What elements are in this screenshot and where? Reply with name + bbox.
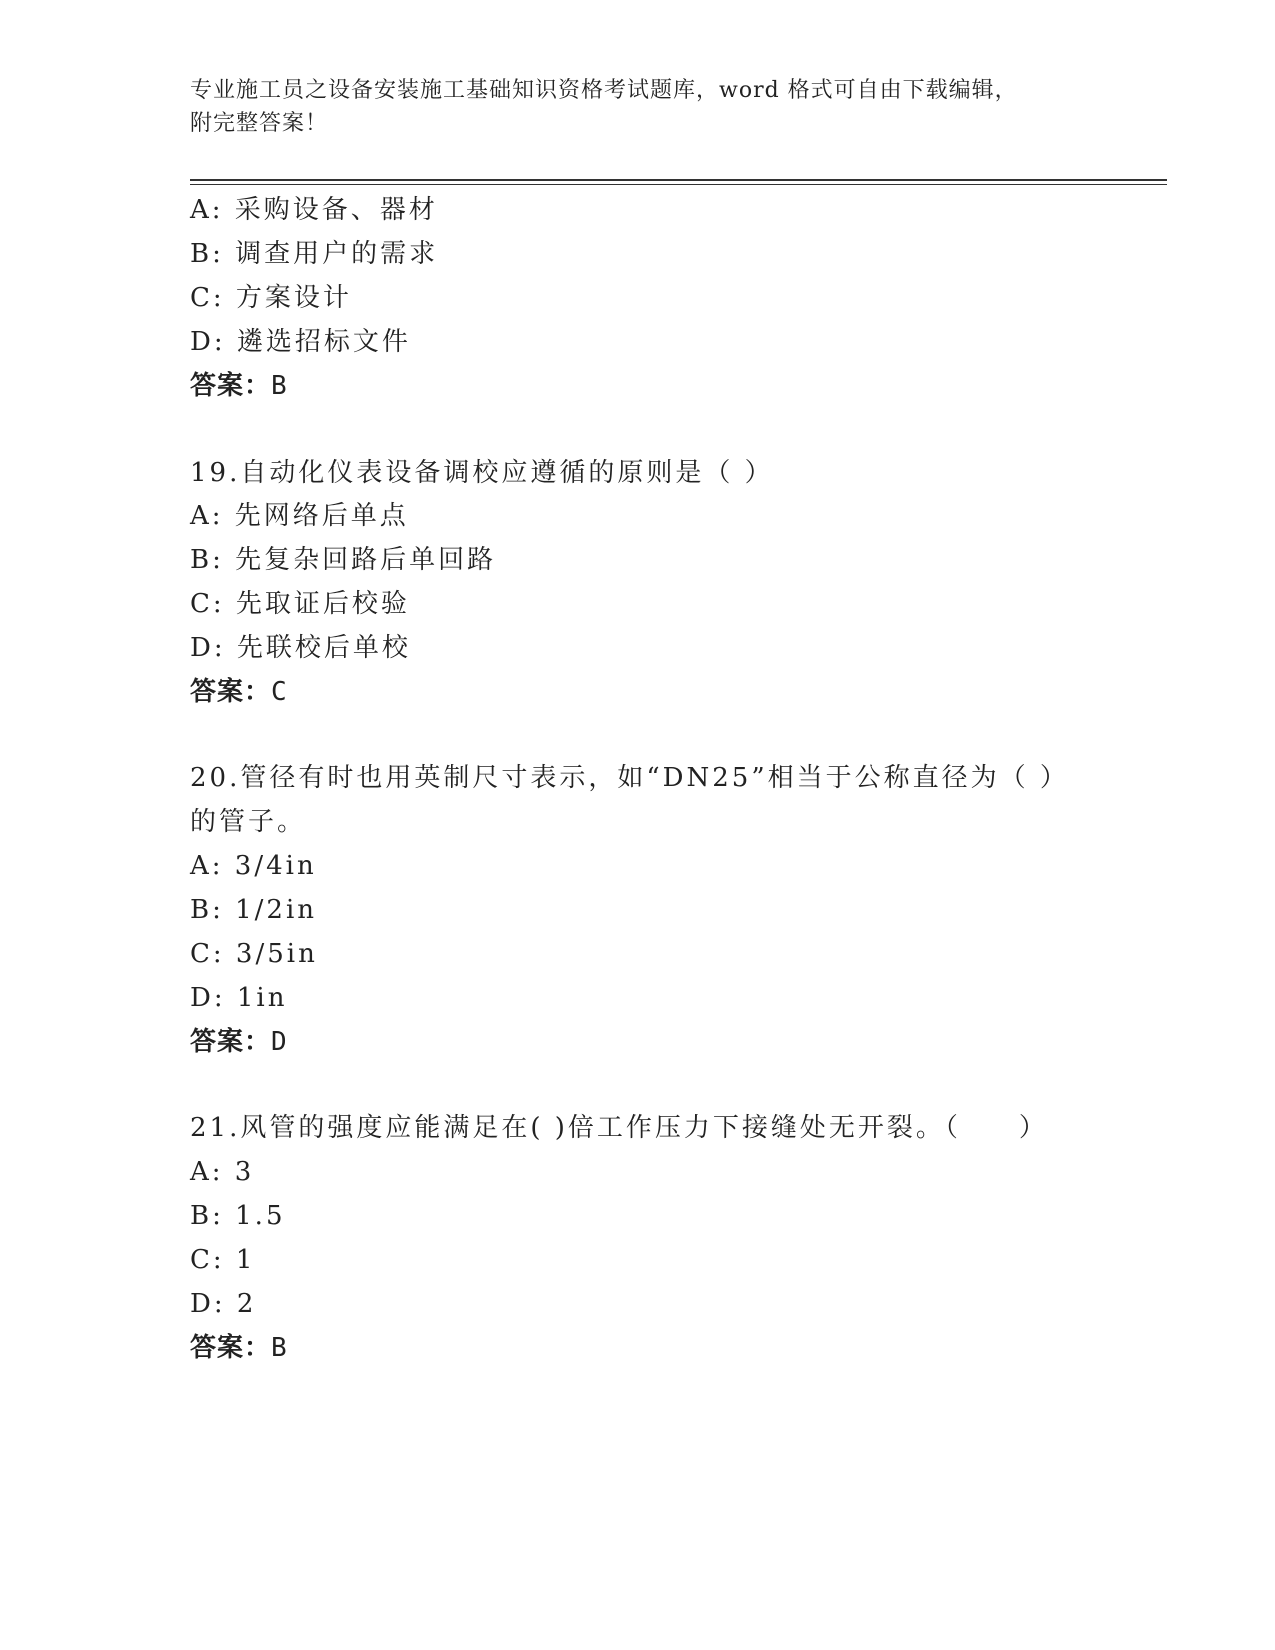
q20-question-line-2: 的管子。 <box>190 807 307 837</box>
document-header <box>190 74 1090 140</box>
q21-answer-label: 答案： <box>190 1333 272 1363</box>
q20-question-line-1: 20.管径有时也用英制尺寸表示，如“DN25”相当于公称直径为（ ） <box>190 763 1069 793</box>
q21-option-c: C: 1 <box>190 1245 256 1275</box>
header-divider <box>190 179 1167 185</box>
q20-option-a: A: 3/4in <box>190 851 317 881</box>
header-line-1: 专业施工员之设备安装施工基础知识资格考试题库，word 格式可自由下载编辑， <box>190 78 1018 103</box>
q19-question: 19.自动化仪表设备调校应遵循的原则是（ ） <box>190 458 774 488</box>
q19-option-a: A: 先网络后单点 <box>190 501 409 531</box>
q20-option-c: C: 3/5in <box>190 939 318 969</box>
q19-option-c: C: 先取证后校验 <box>190 589 410 619</box>
q21-option-a: A: 3 <box>190 1157 255 1187</box>
q18-option-d: D: 遴选招标文件 <box>190 327 411 357</box>
q18-option-c: C: 方案设计 <box>190 283 352 313</box>
q19-answer <box>190 676 288 708</box>
q18-option-b: B: 调查用户的需求 <box>190 239 439 269</box>
q18-answer-value: B <box>271 371 288 401</box>
q21-answer-value: B <box>271 1333 288 1363</box>
q19-option-d: D: 先联校后单校 <box>190 633 411 663</box>
q21-answer <box>190 1332 288 1364</box>
q20-option-d: D: 1in <box>190 983 288 1013</box>
q21-option-d: D: 2 <box>190 1289 257 1319</box>
q21-option-b: B: 1.5 <box>190 1201 286 1231</box>
q20-option-b: B: 1/2in <box>190 895 318 925</box>
q19-answer-value: C <box>271 677 288 707</box>
q20-answer-value: D <box>271 1027 288 1057</box>
q19-option-b: B: 先复杂回路后单回路 <box>190 545 497 575</box>
q18-answer-label: 答案： <box>190 371 272 401</box>
q19-answer-label: 答案： <box>190 677 272 707</box>
q18-answer <box>190 370 288 402</box>
q20-answer-label: 答案： <box>190 1027 272 1057</box>
q20-answer <box>190 1026 288 1058</box>
q21-question: 21.风管的强度应能满足在( )倍工作压力下接缝处无开裂。（ ） <box>190 1113 1048 1143</box>
q18-option-a: A: 采购设备、器材 <box>190 195 438 225</box>
header-line-2: 附完整答案！ <box>190 111 329 136</box>
